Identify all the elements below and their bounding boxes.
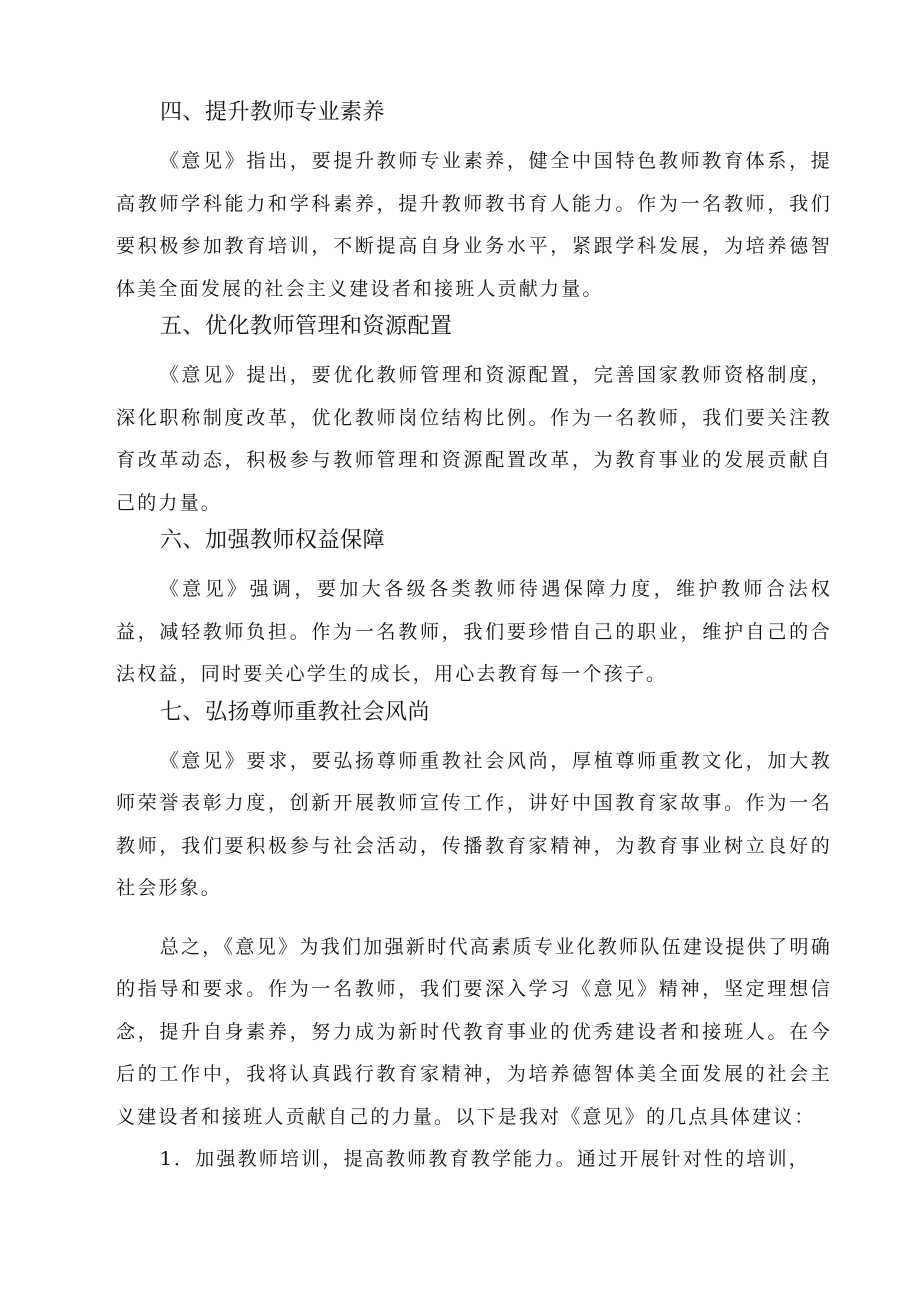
- section-heading-6: 六、加强教师权益保障: [160, 528, 386, 553]
- section-heading-7: 七、弘扬尊师重教社会风尚: [160, 699, 431, 725]
- section-body-4: 《意见》指出，要提升教师专业素养，健全中国特色教师教育体系，提高教师学科能力和学科素养，提升教师教书育人能力。作为一名教师，我们要积极参加教育培训，不断提高自身业务水平，紧跟学科发展，为培养德智体美全面发展的社会主义建设者和接班人贡献力量。: [116, 150, 832, 300]
- section-body-5: 《意见》提出，要优化教师管理和资源配置，完善国家教师资格制度，深化职称制度改革，优化教师岗位结构比例。作为一名教师，我们要关注教育改革动态，积极参与教师管理和资源配置改革，为教育事业的发展贡献自己的力量。: [116, 364, 832, 514]
- summary-paragraph: 总之，《意见》为我们加强新时代高素质专业化教师队伍建设提供了明确的指导和要求。作为一名教师，我们要深入学习《意见》精神，坚定理想信念，提升自身素养，努力成为新时代教育事业的优秀建设者和接班人。在今后的工作中，我将认真践行教育家精神，为培养德智体美全面发展的社会主义建设者和接班人贡献自己的力量。以下是我对《意见》的几点具体建议：: [116, 935, 832, 1128]
- section-body-7: 《意见》要求，要弘扬尊师重教社会风尚，厚植尊师重教文化，加大教师荣誉表彰力度，创新开展教师宣传工作，讲好中国教育家故事。作为一名教师，我们要积极参与社会活动，传播教育家精神，为教育事业树立良好的社会形象。: [116, 749, 832, 899]
- section-body-6: 《意见》强调，要加大各级各类教师待遇保障力度，维护教师合法权益，减轻教师负担。作为一名教师，我们要珍惜自己的职业，维护自己的合法权益，同时要关心学生的成长，用心去教育每一个孩子。: [116, 578, 832, 685]
- suggestion-item-1: 1．加强教师培训，提高教师教育教学能力。通过开展针对性的培训，: [159, 1148, 810, 1170]
- section-heading-5: 五、优化教师管理和资源配置: [160, 314, 453, 339]
- document-page: [116, 96, 832, 1181]
- section-heading-4: 四、提升教师专业素养: [160, 100, 386, 125]
